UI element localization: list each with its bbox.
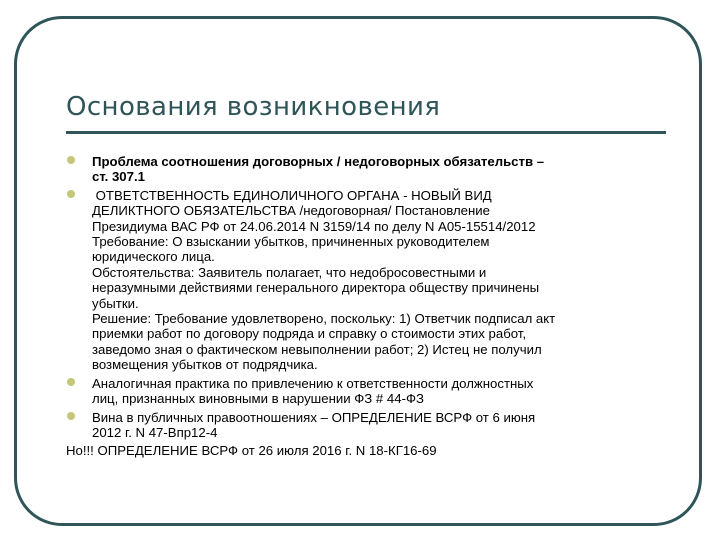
item-line: заведомо зная о фактическом невыполнении работ; 2) Истец не получил <box>92 341 542 357</box>
item-line: ДЕЛИКТНОГО ОБЯЗАТЕЛЬСТВА /недоговорная/ Постановление <box>92 203 490 219</box>
bullet-item-similar-practice <box>66 376 662 407</box>
bullet-item-director-liability <box>66 188 662 373</box>
bullet-item-public-guilt <box>66 410 662 441</box>
title-divider <box>66 131 666 134</box>
item-line: Требование: О взыскании убытков, причиненных руководителем <box>92 234 490 250</box>
olive-dot-bullet-icon <box>67 190 75 198</box>
olive-dot-bullet-icon <box>67 412 75 420</box>
final-note: Но!!! ОПРЕДЕЛЕНИЕ ВСРФ от 26 июля 2016 г. N 18-КГ16-69 <box>66 443 437 459</box>
bullet-item-contract-obligations <box>66 154 662 185</box>
item-line: Проблема соотношения договорных / недоговорных обязательств – <box>92 154 545 169</box>
item-line: 2012 г. N 47-Впр12-4 <box>92 424 218 440</box>
item-line: возмещения убытков от подрядчика. <box>92 357 318 373</box>
slide-title: Основания возникновения <box>66 92 441 122</box>
item-line: ст. 307.1 <box>92 169 145 185</box>
olive-dot-bullet-icon <box>67 156 75 164</box>
slide-body <box>66 154 662 459</box>
item-line: Президиума ВАС РФ от 24.06.2014 N 3159/14 по делу N А05-15514/2012 <box>92 218 536 234</box>
item-line: приемки работ по договору подряда и справку о стоимости этих работ, <box>92 326 527 342</box>
olive-dot-bullet-icon <box>67 378 75 386</box>
item-line: ОТВЕТСТВЕННОСТЬ ЕДИНОЛИЧНОГО ОРГАНА - НОВЫЙ ВИД <box>92 187 492 203</box>
item-line: юридического лица. <box>92 249 215 265</box>
item-line: неразумными действиями генерального директора обществу причинены <box>92 280 540 296</box>
item-line: убытки. <box>92 295 139 311</box>
item-line: Аналогичная практика по привлечению к ответственности должностных <box>92 375 534 391</box>
item-line: Решение: Требование удовлетворено, поскольку: 1) Ответчик подписал акт <box>92 311 556 327</box>
item-line: Вина в публичных правоотношениях – ОПРЕДЕЛЕНИЕ ВСРФ от 6 июня <box>92 409 536 425</box>
item-line: лиц, признанных виновными в нарушении ФЗ # 44-ФЗ <box>92 391 424 407</box>
item-line: Обстоятельства: Заявитель полагает, что недобросовестными и <box>92 264 487 280</box>
